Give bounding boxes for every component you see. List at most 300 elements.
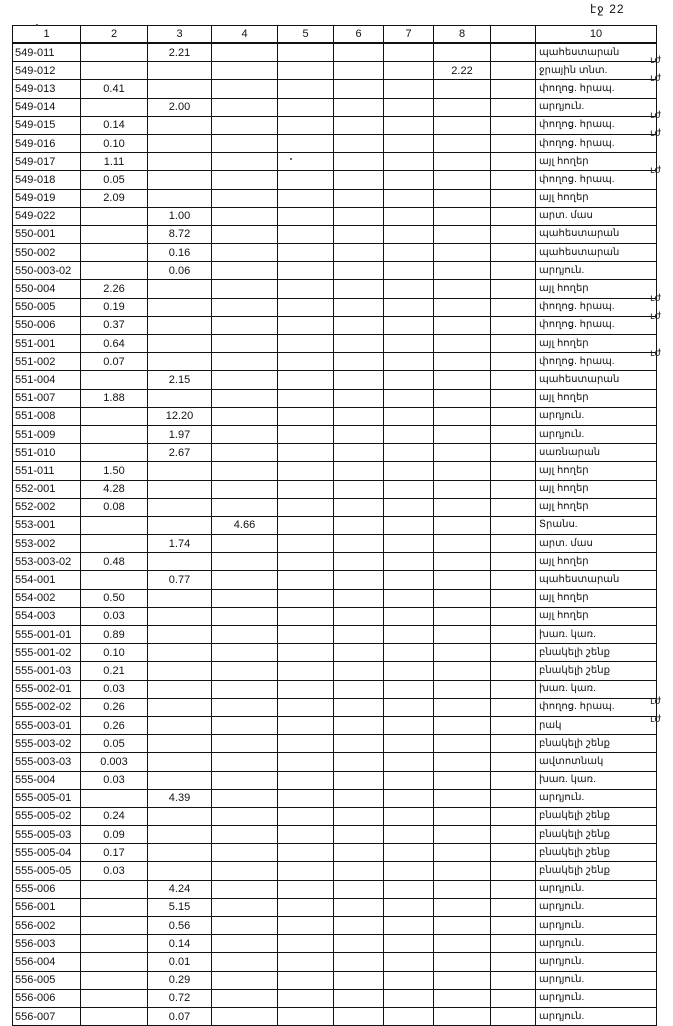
column-header-4: 4 — [212, 26, 278, 44]
area-cell — [148, 662, 212, 680]
area-cell — [384, 571, 434, 589]
parcel-code-cell: 551-010 — [13, 444, 81, 462]
parcel-code-cell: 549-011 — [13, 43, 81, 62]
area-cell — [491, 80, 536, 98]
area-cell — [212, 425, 278, 443]
land-use-cell: այլ հողեր — [536, 335, 657, 353]
table-row — [13, 716, 657, 734]
area-cell — [334, 353, 384, 371]
land-use-cell: արդյուն. — [536, 425, 657, 443]
area-cell — [491, 989, 536, 1007]
area-cell — [212, 662, 278, 680]
area-cell — [278, 516, 334, 534]
land-use-cell: այլ հողեր — [536, 498, 657, 516]
land-use-cell: արդյուն. — [536, 935, 657, 953]
area-cell — [334, 844, 384, 862]
area-cell — [334, 971, 384, 989]
table-row — [13, 753, 657, 771]
area-cell — [434, 480, 491, 498]
land-use-cell: բնակելի շենք — [536, 735, 657, 753]
area-cell — [434, 771, 491, 789]
column-header-10: 10 — [536, 26, 657, 44]
area-cell — [434, 680, 491, 698]
land-use-cell: արդյուն. — [536, 789, 657, 807]
area-cell — [334, 335, 384, 353]
area-cell — [434, 498, 491, 516]
area-cell — [491, 735, 536, 753]
area-cell — [212, 535, 278, 553]
table-row — [13, 407, 657, 425]
area-cell — [212, 134, 278, 152]
area-cell — [81, 98, 148, 116]
table-row — [13, 553, 657, 571]
table-row — [13, 225, 657, 243]
area-cell — [278, 371, 334, 389]
area-cell — [278, 989, 334, 1007]
column-header-6: 6 — [334, 26, 384, 44]
column-header-2: 2 — [81, 26, 148, 44]
area-cell — [384, 298, 434, 316]
area-cell — [384, 917, 434, 935]
area-cell — [334, 207, 384, 225]
area-cell — [384, 862, 434, 880]
area-cell — [212, 207, 278, 225]
parcel-code-cell: 555-004 — [13, 771, 81, 789]
area-cell — [384, 425, 434, 443]
area-cell — [434, 953, 491, 971]
area-cell — [384, 898, 434, 916]
parcel-code-cell: 553-002 — [13, 535, 81, 553]
area-cell: 0.03 — [81, 862, 148, 880]
land-use-cell: այլ հողեր — [536, 607, 657, 625]
area-cell: 2.09 — [81, 189, 148, 207]
area-cell — [384, 607, 434, 625]
land-use-cell: բնակելի շենք — [536, 844, 657, 862]
area-cell — [148, 134, 212, 152]
table-row — [13, 535, 657, 553]
area-cell — [384, 698, 434, 716]
area-cell — [148, 153, 212, 171]
area-cell — [491, 844, 536, 862]
area-cell — [384, 116, 434, 134]
area-cell — [81, 225, 148, 243]
table-row — [13, 989, 657, 1007]
land-use-cell: բնակելի շենք — [536, 826, 657, 844]
area-cell — [278, 571, 334, 589]
area-cell — [434, 898, 491, 916]
table-row — [13, 626, 657, 644]
area-cell — [278, 862, 334, 880]
area-cell — [334, 171, 384, 189]
land-use-cell: արդյուն. — [536, 1007, 657, 1025]
area-cell — [81, 516, 148, 534]
area-cell — [334, 807, 384, 825]
parcel-code-cell: 549-013 — [13, 80, 81, 98]
area-cell — [384, 444, 434, 462]
land-use-cell: այլ հողեր — [536, 389, 657, 407]
margin-mark: ւժ — [650, 292, 661, 304]
area-cell — [384, 371, 434, 389]
area-cell — [434, 662, 491, 680]
table-row — [13, 134, 657, 152]
area-cell — [81, 43, 148, 62]
parcel-code-cell: 550-002 — [13, 244, 81, 262]
area-cell — [434, 116, 491, 134]
area-cell — [434, 171, 491, 189]
area-cell: 0.08 — [81, 498, 148, 516]
parcel-code-cell: 554-003 — [13, 607, 81, 625]
area-cell — [434, 589, 491, 607]
area-cell — [434, 262, 491, 280]
area-cell — [384, 43, 434, 62]
area-cell — [334, 571, 384, 589]
area-cell — [434, 553, 491, 571]
area-cell — [212, 389, 278, 407]
land-use-cell: այլ հողեր — [536, 480, 657, 498]
area-cell — [212, 244, 278, 262]
area-cell — [212, 789, 278, 807]
table-row — [13, 62, 657, 80]
parcel-code-cell: 553-001 — [13, 516, 81, 534]
table-row — [13, 789, 657, 807]
land-use-cell: արդյուն. — [536, 971, 657, 989]
area-cell — [434, 298, 491, 316]
table-row — [13, 880, 657, 898]
table-row — [13, 480, 657, 498]
area-cell — [212, 171, 278, 189]
area-cell — [491, 225, 536, 243]
area-cell — [278, 971, 334, 989]
land-use-cell: բնակելի շենք — [536, 807, 657, 825]
area-cell: 1.97 — [148, 425, 212, 443]
parcel-code-cell: 550-004 — [13, 280, 81, 298]
area-cell: 0.41 — [81, 80, 148, 98]
table-row — [13, 516, 657, 534]
area-cell — [334, 516, 384, 534]
area-cell — [491, 807, 536, 825]
area-cell — [491, 917, 536, 935]
area-cell — [491, 571, 536, 589]
area-cell: 0.89 — [81, 626, 148, 644]
area-cell — [334, 771, 384, 789]
margin-mark: ւժ — [650, 73, 661, 85]
area-cell — [81, 880, 148, 898]
area-cell — [334, 862, 384, 880]
area-cell — [334, 262, 384, 280]
parcel-code-cell: 554-001 — [13, 571, 81, 589]
land-use-cell: Տրանս. — [536, 516, 657, 534]
area-cell — [212, 1007, 278, 1025]
land-use-cell: բնակելի շենք — [536, 862, 657, 880]
margin-marks — [650, 0, 670, 1004]
area-cell — [384, 62, 434, 80]
area-cell — [278, 553, 334, 571]
area-cell — [434, 189, 491, 207]
area-cell — [491, 153, 536, 171]
area-cell — [81, 971, 148, 989]
area-cell — [434, 880, 491, 898]
area-cell — [384, 1007, 434, 1025]
area-cell — [384, 498, 434, 516]
area-cell: 0.01 — [148, 953, 212, 971]
parcel-code-cell: 556-006 — [13, 989, 81, 1007]
area-cell — [212, 189, 278, 207]
area-cell — [212, 989, 278, 1007]
area-cell — [148, 698, 212, 716]
land-use-cell: արդյուն. — [536, 98, 657, 116]
area-cell — [334, 43, 384, 62]
area-cell — [434, 535, 491, 553]
land-use-cell: արդյուն. — [536, 917, 657, 935]
land-use-cell: արտ. մաս — [536, 207, 657, 225]
area-cell — [434, 43, 491, 62]
area-cell — [212, 571, 278, 589]
area-cell — [212, 880, 278, 898]
area-cell — [148, 353, 212, 371]
area-cell — [384, 716, 434, 734]
parcel-code-cell: 551-007 — [13, 389, 81, 407]
area-cell — [212, 553, 278, 571]
table-row — [13, 280, 657, 298]
area-cell — [434, 753, 491, 771]
area-cell — [334, 989, 384, 1007]
area-cell — [334, 607, 384, 625]
table-row — [13, 80, 657, 98]
area-cell: 0.07 — [148, 1007, 212, 1025]
area-cell — [278, 844, 334, 862]
area-cell: 0.03 — [81, 607, 148, 625]
area-cell — [212, 680, 278, 698]
area-cell — [81, 207, 148, 225]
area-cell — [384, 353, 434, 371]
area-cell — [434, 316, 491, 334]
area-cell — [334, 1007, 384, 1025]
area-cell — [212, 898, 278, 916]
area-cell — [148, 80, 212, 98]
land-use-cell: արտ. մաս — [536, 535, 657, 553]
area-cell — [212, 262, 278, 280]
area-cell — [81, 535, 148, 553]
area-cell — [384, 553, 434, 571]
parcel-code-cell: 555-006 — [13, 880, 81, 898]
parcel-code-cell: 549-017 — [13, 153, 81, 171]
area-cell — [278, 425, 334, 443]
table-row — [13, 425, 657, 443]
area-cell — [384, 935, 434, 953]
parcel-code-cell: 556-001 — [13, 898, 81, 916]
land-use-cell: այլ հողեր — [536, 153, 657, 171]
area-cell — [148, 735, 212, 753]
area-cell — [278, 953, 334, 971]
area-cell — [384, 662, 434, 680]
parcel-code-cell: 550-003-02 — [13, 262, 81, 280]
area-cell — [278, 335, 334, 353]
area-cell — [278, 716, 334, 734]
table-row — [13, 371, 657, 389]
area-cell: 0.14 — [148, 935, 212, 953]
area-cell — [148, 62, 212, 80]
area-cell — [278, 498, 334, 516]
area-cell — [434, 244, 491, 262]
table-row — [13, 262, 657, 280]
area-cell — [278, 680, 334, 698]
parcel-code-cell: 555-005-05 — [13, 862, 81, 880]
area-cell — [278, 43, 334, 62]
area-cell — [148, 589, 212, 607]
table-row — [13, 735, 657, 753]
area-cell — [434, 335, 491, 353]
area-cell — [212, 335, 278, 353]
area-cell — [384, 462, 434, 480]
land-use-cell: փողոց. հրապ. — [536, 134, 657, 152]
area-cell — [148, 335, 212, 353]
area-cell — [491, 244, 536, 262]
area-cell — [278, 389, 334, 407]
parcel-code-cell: 549-012 — [13, 62, 81, 80]
area-cell — [212, 80, 278, 98]
parcel-code-cell: 555-001-03 — [13, 662, 81, 680]
area-cell — [434, 971, 491, 989]
area-cell — [148, 280, 212, 298]
area-cell: 2.15 — [148, 371, 212, 389]
land-use-cell: փողոց. հրապ. — [536, 298, 657, 316]
area-cell — [278, 826, 334, 844]
area-cell — [278, 535, 334, 553]
area-cell — [81, 407, 148, 425]
area-cell — [148, 862, 212, 880]
area-cell — [278, 589, 334, 607]
area-cell: 2.67 — [148, 444, 212, 462]
area-cell — [148, 462, 212, 480]
area-cell — [384, 789, 434, 807]
area-cell: 1.50 — [81, 462, 148, 480]
parcel-code-cell: 549-018 — [13, 171, 81, 189]
area-cell — [212, 480, 278, 498]
area-cell: 1.88 — [81, 389, 148, 407]
area-cell — [278, 80, 334, 98]
parcel-code-cell: 552-002 — [13, 498, 81, 516]
area-cell — [334, 662, 384, 680]
area-cell — [334, 480, 384, 498]
area-cell — [384, 389, 434, 407]
land-use-cell: պահեստարան — [536, 43, 657, 62]
area-cell: 12.20 — [148, 407, 212, 425]
area-cell — [278, 880, 334, 898]
table-row — [13, 498, 657, 516]
area-cell — [434, 462, 491, 480]
area-cell — [384, 807, 434, 825]
area-cell — [278, 462, 334, 480]
area-cell — [491, 935, 536, 953]
column-header-1: 1 — [13, 26, 81, 44]
area-cell: 0.07 — [81, 353, 148, 371]
area-cell — [81, 244, 148, 262]
area-cell — [81, 898, 148, 916]
parcel-code-cell: 551-011 — [13, 462, 81, 480]
area-cell — [148, 771, 212, 789]
area-cell: 2.00 — [148, 98, 212, 116]
page-number: էջ 22 — [590, 2, 625, 16]
area-cell — [278, 280, 334, 298]
land-use-cell: փողոց. հրապ. — [536, 316, 657, 334]
area-cell — [434, 98, 491, 116]
area-cell — [212, 462, 278, 480]
area-cell — [384, 771, 434, 789]
area-cell — [384, 480, 434, 498]
area-cell — [278, 626, 334, 644]
land-use-cell: արդյուն. — [536, 989, 657, 1007]
area-cell — [491, 262, 536, 280]
area-cell — [384, 207, 434, 225]
land-use-cell: արդյուն. — [536, 953, 657, 971]
table-row — [13, 207, 657, 225]
area-cell — [434, 1007, 491, 1025]
area-cell — [148, 553, 212, 571]
area-cell — [491, 207, 536, 225]
land-use-cell: այլ հողեր — [536, 553, 657, 571]
area-cell — [384, 316, 434, 334]
table-row — [13, 971, 657, 989]
area-cell — [434, 789, 491, 807]
table-row — [13, 807, 657, 825]
area-cell — [334, 225, 384, 243]
area-cell — [148, 171, 212, 189]
parcel-code-cell: 552-001 — [13, 480, 81, 498]
area-cell — [491, 480, 536, 498]
column-header-5: 5 — [278, 26, 334, 44]
area-cell: 1.11 — [81, 153, 148, 171]
area-cell — [278, 407, 334, 425]
area-cell — [212, 153, 278, 171]
table-row — [13, 189, 657, 207]
area-cell: 0.26 — [81, 716, 148, 734]
table-row — [13, 935, 657, 953]
area-cell: 0.50 — [81, 589, 148, 607]
area-cell — [212, 43, 278, 62]
area-cell — [434, 516, 491, 534]
area-cell — [491, 553, 536, 571]
land-use-cell: այլ հողեր — [536, 280, 657, 298]
area-cell — [278, 789, 334, 807]
area-cell — [212, 98, 278, 116]
area-cell — [334, 298, 384, 316]
area-cell — [148, 716, 212, 734]
area-cell — [212, 716, 278, 734]
area-cell — [384, 626, 434, 644]
table-row — [13, 316, 657, 334]
area-cell — [212, 371, 278, 389]
area-cell: 0.72 — [148, 989, 212, 1007]
area-cell: 0.37 — [81, 316, 148, 334]
area-cell — [278, 298, 334, 316]
area-cell — [334, 680, 384, 698]
area-cell — [212, 862, 278, 880]
area-cell — [491, 644, 536, 662]
area-cell — [148, 389, 212, 407]
table-row — [13, 335, 657, 353]
table-row — [13, 116, 657, 134]
table-row — [13, 698, 657, 716]
parcel-code-cell: 555-002-01 — [13, 680, 81, 698]
area-cell — [212, 771, 278, 789]
area-cell: 1.00 — [148, 207, 212, 225]
area-cell — [278, 917, 334, 935]
area-cell: 8.72 — [148, 225, 212, 243]
area-cell — [434, 134, 491, 152]
area-cell — [278, 935, 334, 953]
area-cell — [434, 935, 491, 953]
area-cell — [384, 844, 434, 862]
